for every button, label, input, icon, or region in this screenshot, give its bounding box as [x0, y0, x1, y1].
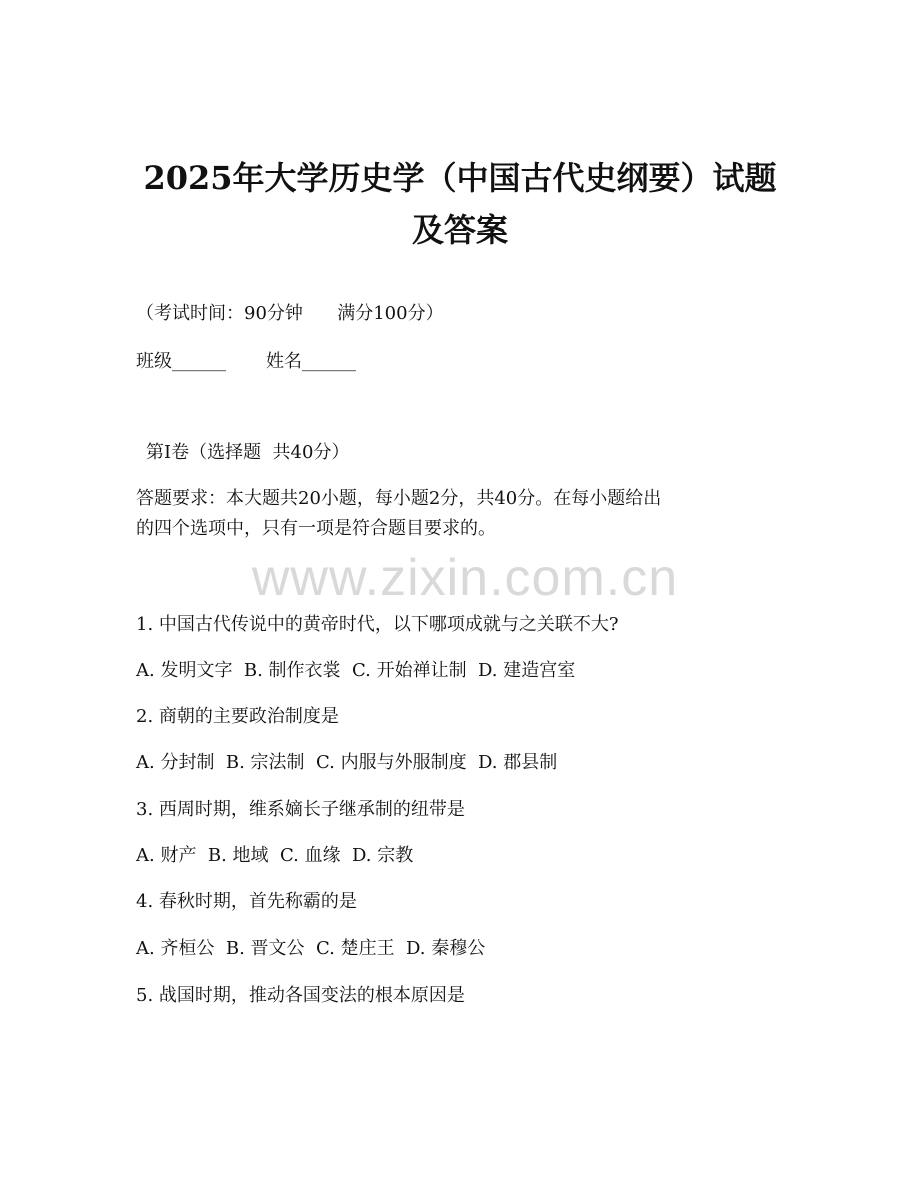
question-options: A. 齐桓公 B. 晋文公 C. 楚庄王 D. 秦穆公: [136, 938, 486, 959]
class-name-fields: 班级______ 姓名______: [136, 351, 357, 372]
instructions-line-1: 答题要求：本大题共20小题，每小题2分，共40分。在每小题给出: [136, 488, 662, 509]
question-options: A. 发明文字 B. 制作衣裳 C. 开始禅让制 D. 建造宫室: [136, 660, 576, 681]
question-stem: 1. 中国古代传说中的黄帝时代，以下哪项成就与之关联不大?: [136, 614, 619, 635]
question-stem: 4. 春秋时期，首先称霸的是: [136, 891, 357, 912]
document-title: [110, 152, 810, 256]
title-line-1: 2025年大学历史学（中国古代史纲要）试题: [143, 159, 777, 197]
watermark: www.zixin.com.cn: [251, 549, 679, 607]
question-options: A. 分封制 B. 宗法制 C. 内服与外服制度 D. 郡县制: [136, 752, 558, 773]
question-options: A. 财产 B. 地域 C. 血缘 D. 宗教: [136, 845, 414, 866]
title-line-2: 及答案: [411, 211, 508, 249]
question-stem: 2. 商朝的主要政治制度是: [136, 706, 339, 727]
instructions-line-2: 的四个选项中，只有一项是符合题目要求的。: [136, 518, 496, 539]
question-stem: 5. 战国时期，推动各国变法的根本原因是: [136, 985, 465, 1006]
exam-info: （考试时间：90分钟 满分100分）: [136, 303, 444, 324]
section-heading: 第I卷（选择题 共40分）: [146, 442, 350, 463]
question-stem: 3. 西周时期，维系嫡长子继承制的纽带是: [136, 799, 465, 820]
